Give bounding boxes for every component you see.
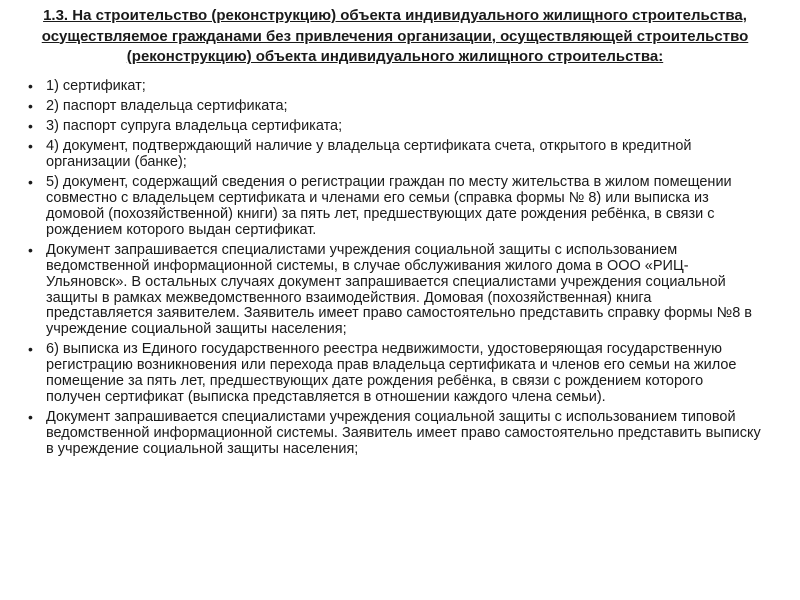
bullet-icon: • <box>28 118 33 135</box>
list-item <box>28 243 762 338</box>
bullet-icon: • <box>28 97 33 114</box>
bullet-icon: • <box>28 174 33 191</box>
list-item <box>28 139 762 171</box>
bullet-icon: • <box>28 138 33 155</box>
list-item <box>28 119 762 135</box>
list-item <box>28 410 762 457</box>
requirements-list <box>28 79 762 458</box>
list-item-text: 6) выписка из Единого государственного реестра недвижимости, удостоверяющая государственную регистрацию возникновения или перехода прав владельца сертификата и членов его семьи на жилое помещение за пять лет, предшествующих дате рождения ребёнка, в связи с рождением которого получен сертификат (выписка представляется в отношении каждого члена семьи). <box>46 341 737 405</box>
list-item <box>28 342 762 405</box>
list-item <box>28 99 762 115</box>
list-item-text: 1) сертификат; <box>46 77 146 94</box>
list-item-text: 3) паспорт супруга владельца сертификата; <box>46 118 343 135</box>
list-item <box>28 175 762 238</box>
bullet-icon: • <box>28 409 33 426</box>
list-item-text: 4) документ, подтверждающий наличие у владельца сертификата счета, открытого в кредитной организации (банке); <box>46 138 692 171</box>
list-item-text: Документ запрашивается специалистами учреждения социальной защиты с использованием ведомственной информационной системы, в случае обслуживания жилого дома в ООО «РИЦ-Ульяновск». В остальных случаях документ запрашивается специалистами учреждения социальной защиты в рамках межведомственного взаимодействия. Домовая (похозяйственная) книга представляется заявителем. Заявитель имеет право самостоятельно представить справку формы №8 в учреждение социальной защиты населения; <box>46 242 753 338</box>
list-item-text: 5) документ, содержащий сведения о регистрации граждан по месту жительства в жилом помещении совместно с владельцем сертификата и членами его семьи (справка формы № 8) или выписка из домовой (похозяйственной) книги) за пять лет, предшествующих дате рождения ребёнка, в связи с рождением которого выдан сертификат. <box>46 174 732 238</box>
section-heading: 1.3. На строительство (реконструкцию) объекта индивидуального жилищного строительства, осуществляемое гражданами без привлечения организации, осуществляющей строительство (реконструкцию) объекта индивидуального жилищного строительства: <box>41 7 749 65</box>
bullet-icon: • <box>28 242 33 259</box>
list-item-text: Документ запрашивается специалистами учреждения социальной защиты с использованием типовой ведомственной информационной системы. Заявитель имеет право самостоятельно представить выписку в учреждение социальной защиты населения; <box>46 409 761 457</box>
list-item-text: 2) паспорт владельца сертификата; <box>46 97 288 114</box>
bullet-icon: • <box>28 341 33 358</box>
list-item <box>28 79 762 95</box>
bullet-icon: • <box>28 77 33 94</box>
